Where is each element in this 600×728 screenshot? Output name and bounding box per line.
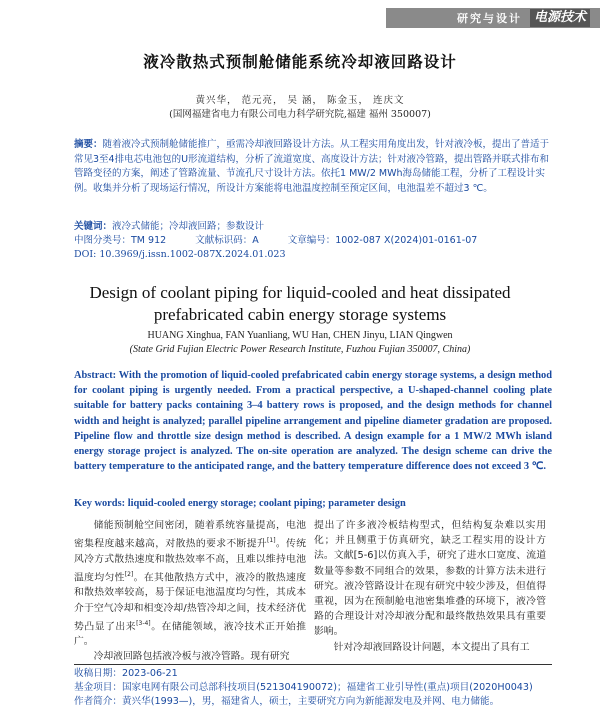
abstract-text: 随着液冷式预制舱储能推广，亟需冷却液回路设计方法。从工程实用角度出发，针对液冷板，提出了普适于常见3至4排电芯电池包的U形流道结构，分析了流道宽度、高度设计方法；针对液冷管路，提出管路并联式排布和管路变径的方案，阐述了管路流量、节流孔尺寸设计方法。依托1 MW/2 MWh海岛储能工程，分析了工程设计实例。收集并分析了现场运行情况，所设计方案能将电池温度控制至预定区间，电池温差不超过3 ℃。 [74,139,550,194]
abstract-label: 摘要： [74,139,103,150]
chinese-abstract [74,138,550,196]
en-keywords-label: Key words: [74,498,126,509]
english-keywords [74,496,552,511]
fund-info: 基金项目：国家电网有限公司总部科技项目(521304190072)；福建省工业引导性(重点)项目(2020H0043) [74,682,533,693]
doi-line: DOI: 10.3969/j.issn.1002-087X.2024.01.023 [74,249,286,260]
footnote-divider [74,664,552,665]
citation-ref: [1] [267,537,276,545]
citation-ref: [3-4] [136,619,151,627]
chinese-affiliation: (国网福建省电力有限公司电力科学研究院,福建 福州 350007) [169,109,431,120]
intro-text-1: 储能预制舱空间密闭，随着系统容量提高，电池密集程度越来越高，对散热的要求不断提升 [74,520,306,550]
english-affiliation: (State Grid Fujian Electric Power Research Institute, Fuzhou Fujian 350007, China) [129,344,471,355]
keywords-label: 关键词： [74,221,113,232]
author-bio: 作者简介：黄兴华(1993—)，男，福建省人，硕士，主要研究方向为新能源发电及并网、电力储能。 [74,696,500,707]
english-title: Design of coolant piping for liquid-cooled and heat dissipated prefabricated cabin energy storage systems [89,283,511,324]
en-abstract-label: Abstract: [74,370,117,381]
body-column-right [314,518,546,655]
journal-header-band [386,8,600,28]
intro-text-4: 。在储能领域，液冷技术正开始推广。 [74,621,307,648]
english-abstract [74,368,552,474]
english-authors: HUANG Xinghua, FAN Yuanliang, WU Han, CHEN Jinyu, LIAN Qingwen [147,330,453,341]
clc-number: 中图分类号：TM 912 [74,235,167,246]
keywords-text: 液冷式储能；冷却液回路；参数设计 [112,221,265,232]
article-number: 文章编号：1002-087 X(2024)01-0161-07 [287,235,478,246]
body-column-left [74,518,306,665]
intro-text-3: 。在其他散热方式中，液冷的散热速度和散热效率较高，易于保证电池温度均匀性，其成本介于空气冷却和相变冷却/热管冷却之间，技术经济优势凸显了出来 [74,572,307,633]
classification-line [74,234,550,249]
body-paragraph: 提出了许多液冷板结构型式，但结构复杂难以实用化；并且侧重于仿真研究，缺乏工程实用的设计方法。文献[5-6]以仿真入手，研究了进水口宽度、流道数量等参数不同组合的效果，参数的计算方法未进行研究。液冷管路设计在现有研究中较少涉及，但值得重视，因为在预制舱电池密集堆叠的环境下，液冷管路的合理设计对冷却液分配和最终散热效果具有重要影响。 [314,520,546,638]
chinese-title: 液冷散热式预制舱储能系统冷却液回路设计 [143,53,457,71]
chinese-authors: 黄兴华， 范元亮， 吴 涵， 陈金玉， 连庆文 [195,95,405,106]
citation-ref: [2] [124,570,134,578]
received-date: 收稿日期：2023-06-21 [74,668,178,679]
section-label: 研究与设计 [456,12,522,25]
intro-text-2: 。传统风冷方式散热速度和散热效率不高，且难以维持电池温度均匀性 [74,538,307,584]
document-code: 文献标识码：A [195,235,259,246]
en-keywords-text: liquid-cooled energy storage; coolant piping; parameter design [127,498,406,509]
chinese-keywords [74,220,550,235]
body-paragraph: 冷却液回路包括液冷板与液冷管路。现有研究 [93,651,290,663]
body-paragraph: 针对冷却液回路设计问题，本文提出了具有工 [333,641,530,653]
journal-name: 电源技术 [530,9,590,27]
intro-paragraph [74,518,306,649]
en-abstract-text: With the promotion of liquid-cooled prefabricated cabin energy storage systems, a design method for coolant piping is urgently needed. From a practical perspective, a U-shaped-channel cooling plate suitable for battery packs containing 3–4 battery rows is proposed, and the design methods for channel width and height is analyzed; parallel pipeline arrangement and pipeline diameter gradation are proposed. Pipeline flow and throttle size design method is described. A design example for a 1 MW/2 MWh island energy storage project is analyzed. The on-site operation are analyzed. The design scheme can drive the battery temperature to the anticipated range, and the battery temperature difference does not exceed 3 ℃. [74,370,552,473]
